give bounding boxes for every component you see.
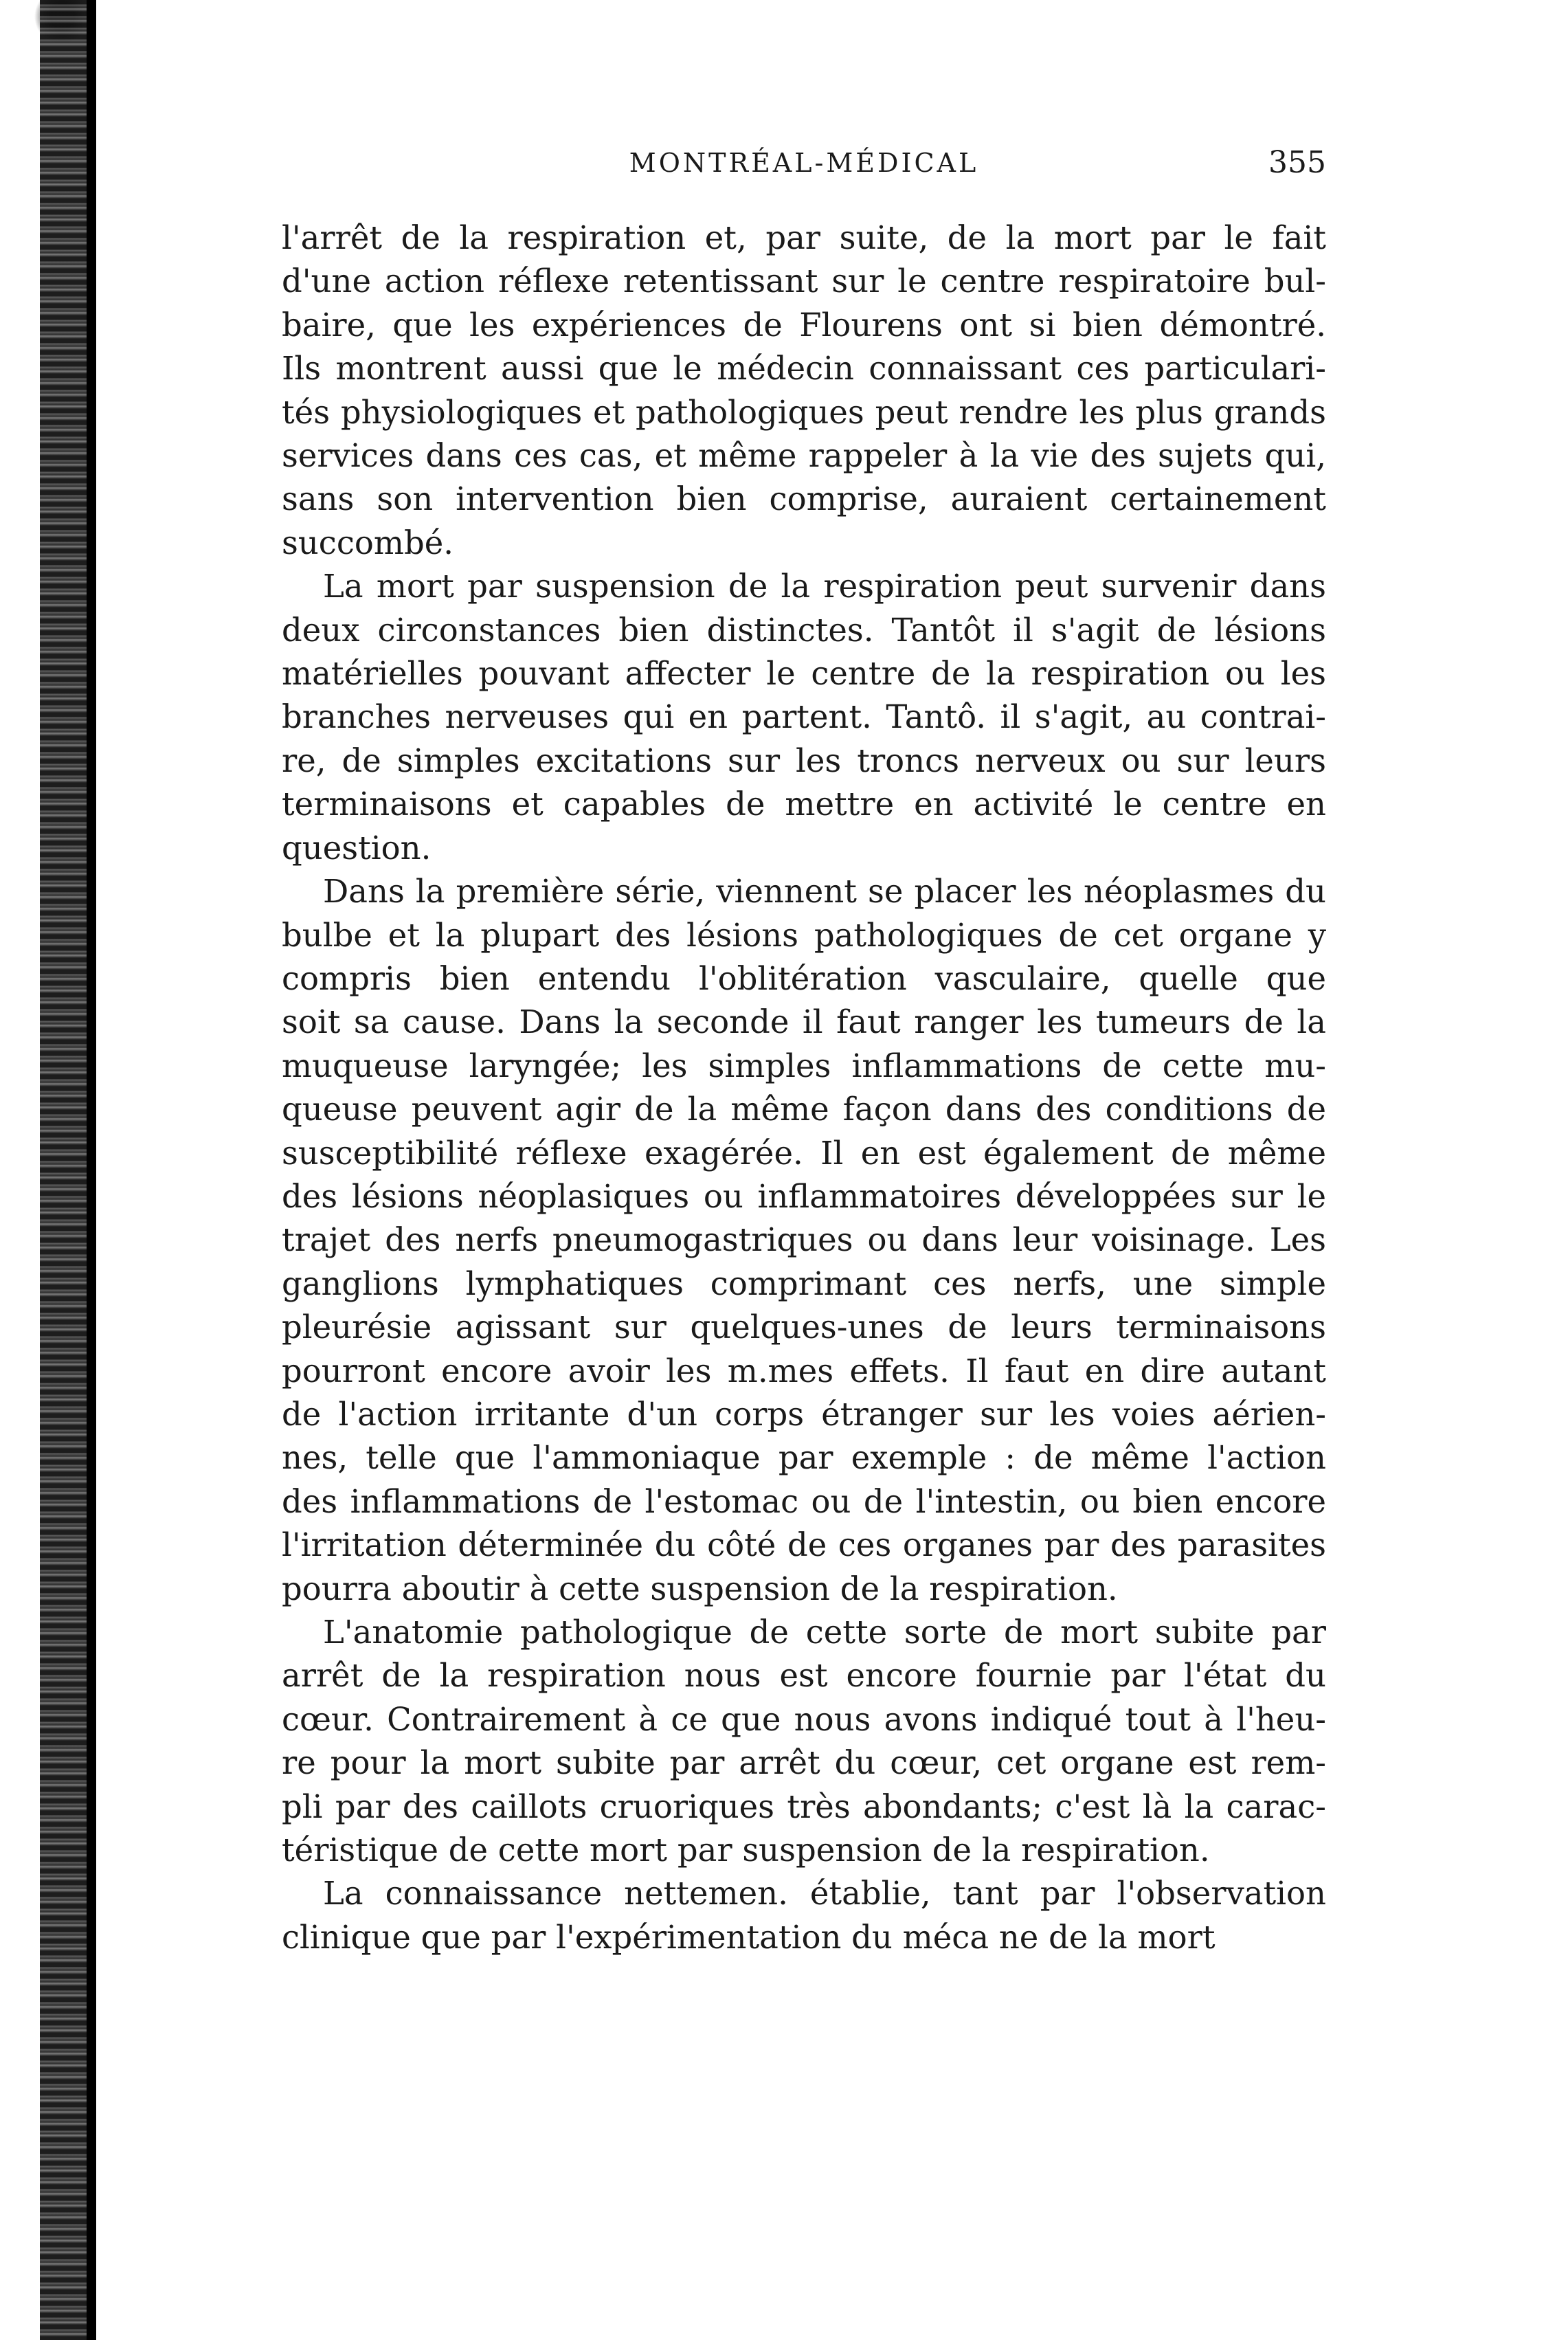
text-line: pleurésie agissant sur quelques-unes de leurs terminaisons (282, 1308, 1326, 1346)
text-line: compris bien entendu l'oblitération vasculaire, quelle que (282, 959, 1326, 997)
text-line: queuse peuvent agir de la même façon dans des conditions de (282, 1091, 1326, 1128)
text-line: L'anatomie pathologique de cette sorte de mort subite par (323, 1614, 1326, 1651)
text-line: La connaissance nettemen. établie, tant par l'observation (323, 1875, 1326, 1913)
text-line: services dans ces cas, et même rappeler à la vie des sujets qui, (282, 437, 1326, 475)
text-line: trajet des nerfs pneumogastriques ou dans leur voisinage. Les (282, 1221, 1326, 1259)
page-number: 355 (1268, 145, 1326, 180)
text-line: l'irritation déterminée du côté de ces organes par des parasites (282, 1526, 1326, 1564)
text-line: nes, telle que l'ammoniaque par exemple : de même l'action (282, 1439, 1326, 1477)
text-line: question. (282, 829, 432, 867)
paragraph (282, 1872, 1326, 1959)
text-line: Dans la première série, viennent se placer les néoplasmes du (323, 873, 1326, 911)
book-page (282, 145, 1326, 1959)
text-line: tés physiologiques et pathologiques peut rendre les plus grands (282, 393, 1326, 431)
text-line: La mort par suspension de la respiration peut survenir dans (323, 568, 1326, 605)
text-line: de l'action irritante d'un corps étranger sur les voies aérien- (282, 1395, 1326, 1433)
text-line: muqueuse laryngée; les simples inflammations de cette mu- (282, 1047, 1326, 1084)
text-line: cœur. Contrairement à ce que nous avons indiqué tout à l'heu- (282, 1700, 1326, 1738)
text-line: pourra aboutir à cette suspension de la respiration. (282, 1570, 1118, 1607)
text-line: bulbe et la plupart des lésions pathologiques de cet organe y (282, 916, 1326, 954)
text-line: pli par des caillots cruoriques très abondants; c'est là la carac- (282, 1787, 1326, 1825)
text-line: baire, que les expériences de Flourens ont si bien démontré. (282, 306, 1326, 344)
text-line: arrêt de la respiration nous est encore fournie par l'état du (282, 1657, 1326, 1695)
paragraph (282, 1611, 1326, 1872)
text-line: Ils montrent aussi que le médecin connaissant ces particulari- (282, 350, 1326, 388)
text-line: l'arrêt de la respiration et, par suite, de la mort par le fait (282, 219, 1326, 256)
text-line: sans son intervention bien comprise, auraient certainement (282, 480, 1326, 518)
paragraph (282, 565, 1326, 870)
text-line: des lésions néoplasiques ou inflammatoires développées sur le (282, 1177, 1326, 1215)
paragraph (282, 870, 1326, 1611)
text-line: ganglions lymphatiques comprimant ces nerfs, une simple (282, 1264, 1326, 1302)
text-line: matérielles pouvant affecter le centre de la respiration ou les (282, 655, 1326, 693)
text-line: terminaisons et capables de mettre en activité le centre en (282, 785, 1326, 823)
text-line: d'une action réflexe retentissant sur le centre respiratoire bul- (282, 263, 1326, 300)
text-line: soit sa cause. Dans la seconde il faut ranger les tumeurs de la (282, 1003, 1326, 1041)
text-line: succombé. (282, 524, 454, 561)
text-line: susceptibilité réflexe exagérée. Il en est également de même (282, 1134, 1326, 1172)
text-line: téristique de cette mort par suspension de la respiration. (282, 1831, 1210, 1869)
book-binding-shadow (87, 0, 96, 2340)
journal-title: MONTRÉAL-MÉDICAL (629, 148, 979, 178)
text-line: des inflammations de l'estomac ou de l'intestin, ou bien encore (282, 1482, 1326, 1520)
body-text (282, 216, 1326, 1959)
text-line: clinique que par l'expérimentation du méca ne de la mort (282, 1918, 1216, 1956)
text-line: pourront encore avoir les m.mes effets. Il faut en dire autant (282, 1352, 1326, 1390)
text-line: re pour la mort subite par arrêt du cœur, cet organe est rem- (282, 1744, 1326, 1782)
text-line: deux circonstances bien distinctes. Tantôt il s'agit de lésions (282, 611, 1326, 649)
text-line: branches nerveuses qui en partent. Tantô. il s'agit, au contrai- (282, 698, 1326, 736)
text-line: re, de simples excitations sur les troncs nerveux ou sur leurs (282, 742, 1326, 779)
running-head (282, 145, 1326, 189)
paragraph (282, 216, 1326, 565)
